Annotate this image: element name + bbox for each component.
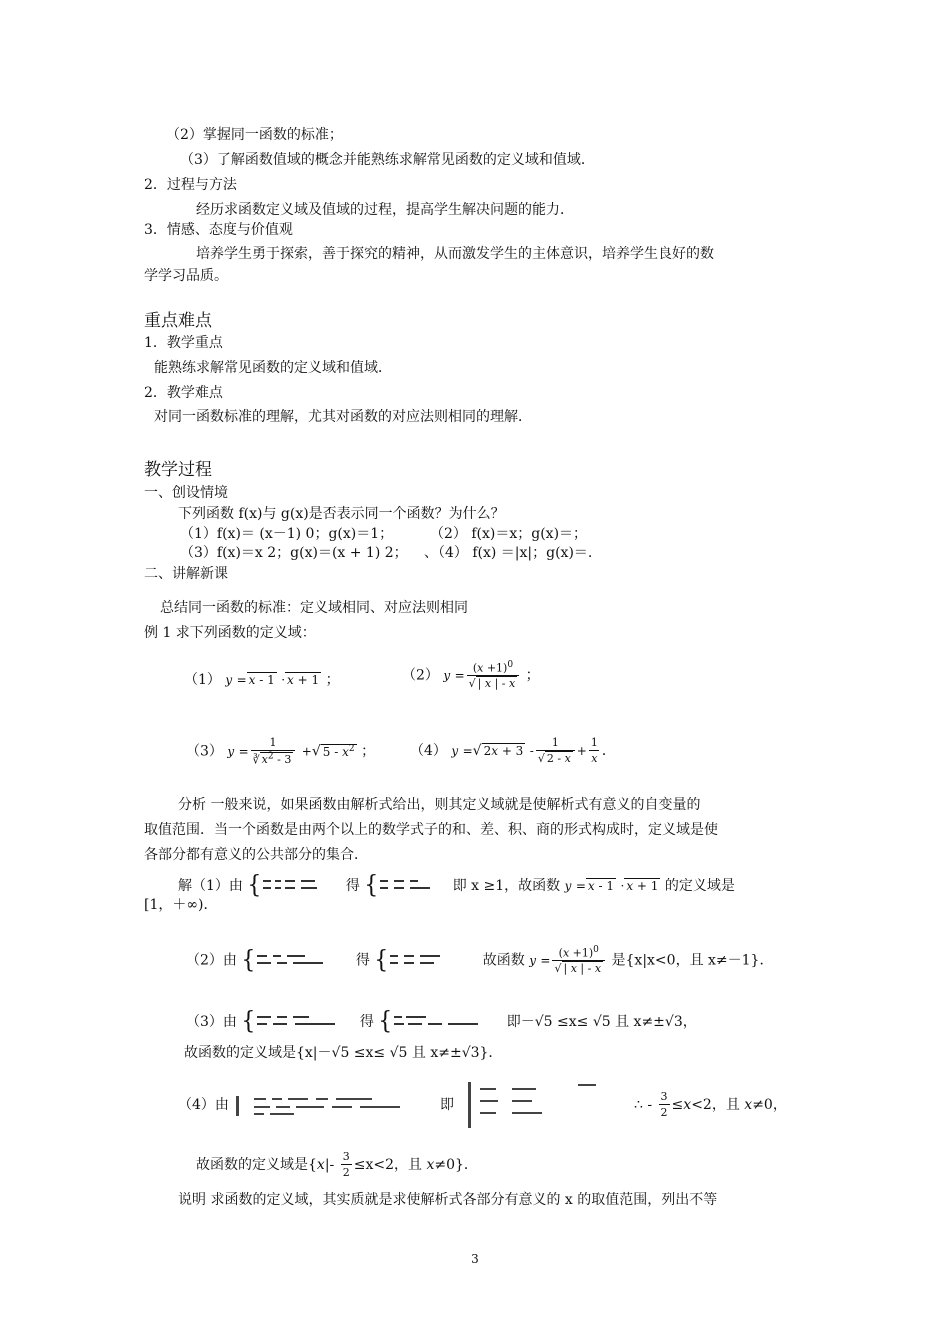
pair-3: （3）f(x)＝x 2；g(x)＝(x + 1) 2； [180,545,408,561]
goal-3: （3）了解函数值域的概念并能熟练求解常见函数的定义域和值域． [180,152,595,168]
section-2-title: 二、讲解新课 [144,566,228,582]
example-title: 例 1 求下列函数的定义域： [144,625,316,641]
formula-1: （1） y = x - 1 · x + 1 ； [184,672,340,688]
solution-4-mid: 即 [440,1097,454,1113]
solution-3-domain: 故函数的定义域是{x|－√5 ≤x≤ √5 且 x≠±√3}． [184,1045,503,1061]
analysis-line-2: 取值范围．当一个函数是由两个以上的数学式子的和、差、积、商的形式构成时，定义域是使 [144,822,718,838]
solution-4-prefix: （4）由 [178,1097,229,1113]
garbled-system-1 [261,877,341,895]
solution-4-domain: 故函数的定义域是{x|- $\frac{3}{2}$ ≤x<2，且 x≠0}． [196,1150,478,1179]
focus-text: 能熟练求解常见函数的定义域和值域． [154,360,392,376]
solution-2-mid: 得 [355,952,370,969]
garbled-system-3 [255,1013,355,1031]
solution-2: （2）由 { 得 { 故函数 y = $\frac{(x +1)^0}{√ | x | - x}$ 是{x|x<0，且 x≠－1}． [186,945,774,976]
process-method-text: 经历求函数定义域及值域的过程，提高学生解决问题的能力． [196,202,574,218]
focus-title: 1．教学重点 [144,335,223,351]
solution-2-prefix: （2）由 [186,952,237,969]
solution-1-tail: 即 x ≥1，故函数 [452,877,561,894]
formula-4: （4） y =√ 2x + 3 - $\frac{1}{√ 2 - x}$ + $\frac{1}{x}$ ． [410,736,616,765]
solution-2-result: 是{x|x<0，且 x≠－1}． [611,952,774,969]
question-text: 下列函数 f(x)与 g(x)是否表示同一个函数？为什么？ [178,506,505,522]
solution-3: （3）由 { 得 { 即－√5 ≤x≤ √5 且 x≠±√3， [186,1007,697,1036]
garbled-result-4 [468,1082,618,1128]
difficulty-title: 2．教学难点 [144,385,223,401]
formula-2: （2） y = $\frac{(x +1)^0}{√ | x | - x}$ ； [402,660,540,691]
garbled-system-4 [236,1094,406,1118]
solution-4-result: ∴ - $\frac{3}{2}$ ≤x<2，且 x≠0， [634,1090,787,1119]
pair-1: （1）f(x)＝ (x－1) 0；g(x)＝1； [180,526,394,542]
difficulty-text: 对同一函数标准的理解，尤其对函数的对应法则相同的理解． [154,409,532,425]
solution-3-mid: 得 [359,1013,374,1030]
solution-1-prefix: 解（1）由 [178,877,243,894]
goal-2: （2）掌握同一函数的标准； [166,127,343,143]
pair-2: （2） f(x)＝x；g(x)＝； [430,526,588,542]
solution-1: 解（1）由 { 得 { 即 x ≥1，故函数 y = x - 1 · x + 1 的定义域是 [178,871,735,900]
key-points-heading: 重点难点 [144,311,212,331]
pair-4: 、（4） f(x) ＝|x|；g(x)＝. [424,545,593,561]
solution-3-result: 即－√5 ≤x≤ √5 且 x≠±√3， [506,1013,697,1030]
summary-text: 总结同一函数的标准：定义域相同、对应法则相同 [160,600,468,616]
garbled-result-2 [388,952,478,970]
emotion-title: 3．情感、态度与价值观 [144,222,293,238]
garbled-result-1 [378,877,448,895]
garbled-result-3 [392,1013,502,1031]
garbled-system-2 [255,952,351,970]
note-text: 说明 求函数的定义域，其实质就是求使解析式各部分有意义的 x 的取值范围，列出不等 [178,1192,718,1208]
analysis-line-3: 各部分都有意义的公共部分的集合． [144,847,368,863]
page-number: 3 [471,1252,479,1266]
section-1-title: 一、创设情境 [144,485,228,501]
emotion-text-1: 培养学生勇于探索，善于探究的精神，从而激发学生的主体意识，培养学生良好的数 [196,246,714,262]
solution-3-prefix: （3）由 [186,1013,237,1030]
process-method-title: 2．过程与方法 [144,177,237,193]
analysis-line-1: 分析 一般来说，如果函数由解析式给出，则其定义域就是使解析式有意义的自变量的 [178,797,701,813]
solution-1-domain: [1，＋∞)． [144,897,218,913]
emotion-text-2: 学学习品质。 [144,268,228,284]
solution-1-end: 的定义域是 [664,877,735,894]
solution-2-tail: 故函数 [482,952,525,969]
process-heading: 教学过程 [144,460,212,480]
solution-1-mid: 得 [345,877,360,894]
formula-3: （3） y = $\frac{1}{∛ x^2 - 3}$ +√ $5 - x^2$ ； [186,736,376,767]
